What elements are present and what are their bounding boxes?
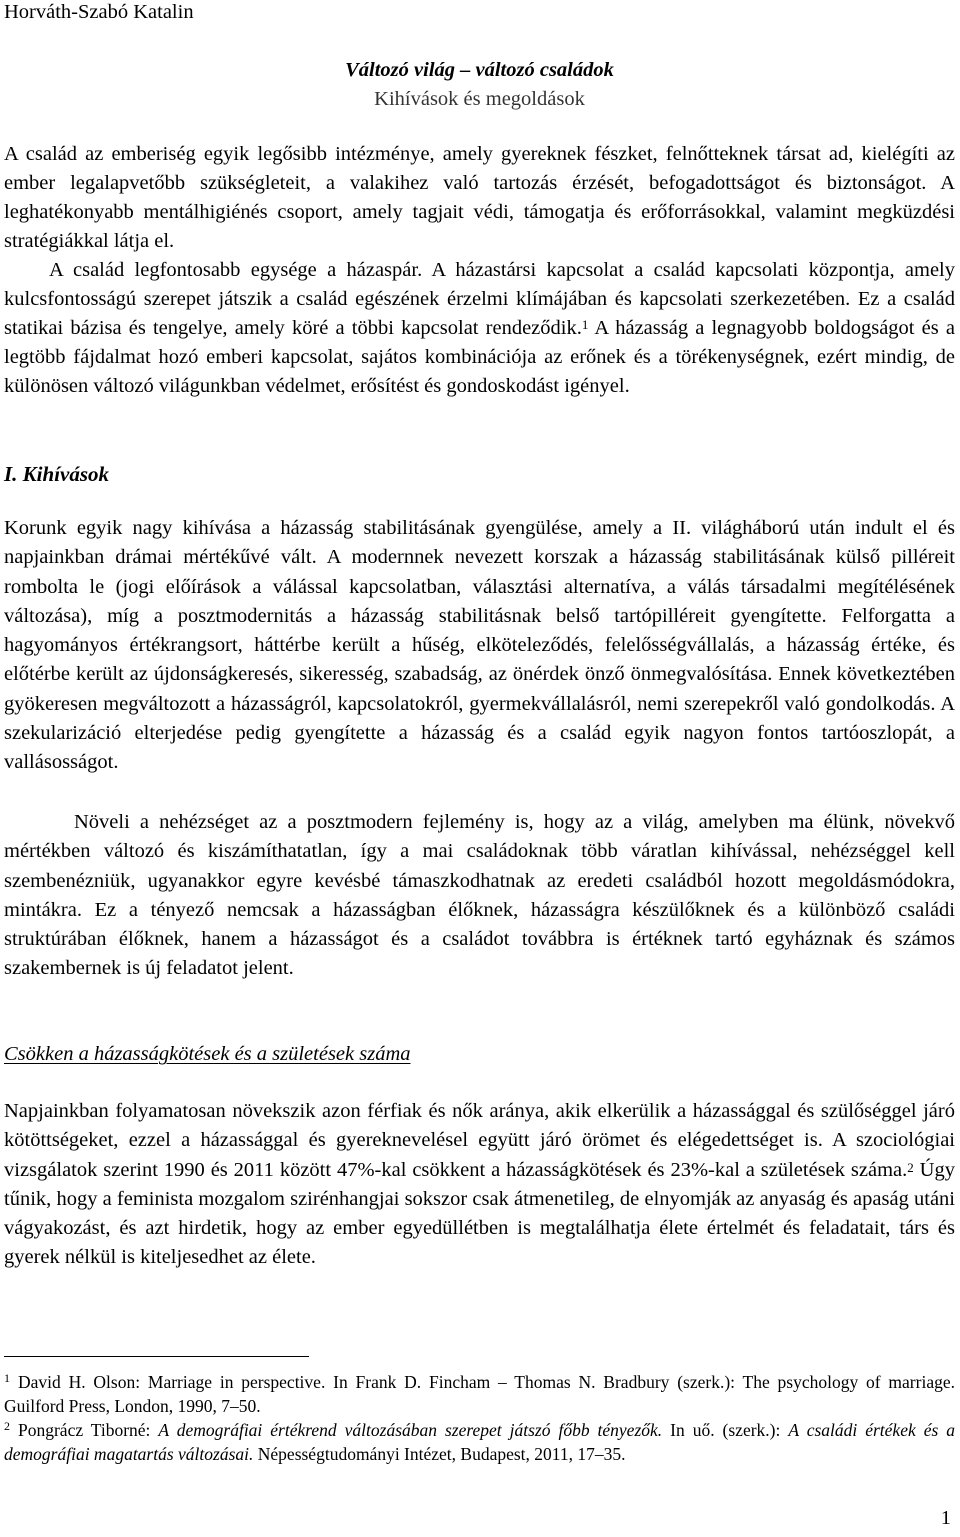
intro-paragraph-1: A család az emberiség egyik legősibb intézménye, amely gyereknek fészket, felnőtteknek társat ad, kielégíti az ember legalapvetőbb szükségleteit, a valakihez való tartozás érzését, befogadottságot és biztonságot. A leghatékonyabb mentálhigiénés csoport, amely tagjait védi, támogatja és erőforrásokkal, valamint megküzdési stratégiákkal látja el. — [4, 143, 955, 252]
declining-paragraph-continued: Úgy tűnik, hogy a feminista mozgalom szirénhangjai sokszor csak átmenetileg, de elnyomják az anyaság és apaság utáni vágyakozást, és azt hirdetik, hogy az ember egyedüllétben is megtalálhatja élete értelmét és feladatait, társ és gyerek nélkül is kiteljesedhet az élete. — [4, 1158, 955, 1269]
intro-paragraph-2-continued: A házasság a legnagyobb boldogságot és a legtöbb fájdalmat hozó emberi kapcsolat, sajátos kombinációja az erőnek és a törékenységnek, ezért mindig, de különösen változó világunkban védelmet, erősítést és gondoskodást igényel. — [4, 316, 955, 397]
declining-paragraph-1 — [4, 1097, 955, 1273]
footnote-separator — [4, 1356, 309, 1357]
footnote-2-book: A családi értékek és a demográfiai magatartás változásai. — [4, 1420, 955, 1464]
intro-paragraph-2-text: A család legfontosabb egysége a házaspár. A házastársi kapcsolat a család kapcsolati központja, amely kulcsfontosságú szerepet játszik a család egészének érzelmi klímájában és kapcsolati szerkezetében. Ez a család statikai bázisa és tengelye, amely köré a többi kapcsolat rendeződik. — [4, 259, 955, 339]
author-name: Horváth-Szabó Katalin — [4, 1, 194, 23]
footnote-1 — [4, 1371, 955, 1418]
footnote-ref-2[interactable]: 2 — [907, 1159, 914, 1175]
challenges-paragraph-1: Korunk egyik nagy kihívása a házasság stabilitásának gyengülése, amely a II. világháború után indult el és napjainkban drámai mértékűvé vált. A modernnek nevezett korszak a házasság stabilitásának külső pilléreit rombolta le (jogi előírások a válással kapcsolatban, választási alternatíva, a válás társadalmi megítélésének változása), míg a posztmodernitás a házasság stabilitásnak belső tartópilléreit gyengítette. Felforgatta a hagyományos értékrangsort, háttérbe került a hűség, elköteleződés, felelősségvállalás, a házasság értéke, és előtérbe került az újdonságkeresés, sikeresség, szabadság, az önérdek önző önmegvalósítása. Ennek következtében gyökeresen megváltozott a házasságról, kapcsolatokról, gyermekvállalásról, nemi szerepekről való gondolkodás. A szekularizáció elterjedése pedig gyengítette a házasság és a család egyik nagyon fontos tartóoszlopát, a vallásosságot. — [4, 517, 955, 774]
document-title: Változó világ – változó családok — [345, 59, 614, 81]
document-subtitle: Kihívások és megoldások — [374, 88, 585, 110]
challenges-paragraph-2: Növeli a nehézséget az a posztmodern fejlemény is, hogy az a világ, amelyben ma élünk, növekvő mértékben változó és kiszámíthatatlan, így a mai családoknak több váratlan kihívással, nehézséggel kell szembenézniük, ugyanakkor egyre kevésbé támaszkodhatnak az eredeti családból hozott megoldásmódokra, mintákra. Ez a tényező nemcsak a házasságban élőknek, házasságra készülőknek és a különböző családi struktúrában élőknek, hanem a házasságot és a családot továbbra is értéknek tartó egyháznak és számos szakembernek is új feladatot jelent. — [4, 811, 955, 980]
footnote-2-title: A demográfiai értékrend változásában szerepet játszó főbb tényezők. — [158, 1420, 663, 1440]
subsection-heading-declining-marriages: Csökken a házasságkötések és a születések száma — [4, 1043, 411, 1065]
footnote-2-in: In uő. (szerk.): — [662, 1420, 789, 1440]
section-heading-challenges: I. Kihívások — [4, 462, 110, 486]
footnote-ref-1[interactable]: 1 — [581, 316, 589, 332]
title-block — [4, 56, 955, 114]
footnote-2-publisher: Népességtudományi Intézet, Budapest, 2011, 17–35. — [253, 1443, 626, 1464]
footnote-2-author: Pongrácz Tiborné: — [18, 1420, 159, 1440]
footnote-1-number: 1 — [4, 1371, 10, 1385]
intro-paragraph-2 — [4, 256, 955, 401]
footnote-1-text: David H. Olson: Marriage in perspective. In Frank D. Fincham – Thomas N. Bradbury (szerk.): The psychology of marriage. Guilford Press, London, 1990, 7–50. — [4, 1372, 955, 1416]
declining-paragraph-text: Napjainkban folyamatosan növekszik azon férfiak és nők aránya, akik elkerülik a házassággal és szülőséggel járó kötöttségeket, ezzel a házassággal és gyereknevelésel együtt járó örömet és elégedettséget is. A szociológiai vizsgálatok szerint 1990 és 2011 között 47%-kal csökkent a házasságkötések és 23%-kal a születések száma. — [4, 1100, 955, 1181]
footnote-2 — [4, 1419, 955, 1466]
footnote-2-number: 2 — [4, 1419, 10, 1433]
page-number: 1 — [940, 1507, 951, 1529]
